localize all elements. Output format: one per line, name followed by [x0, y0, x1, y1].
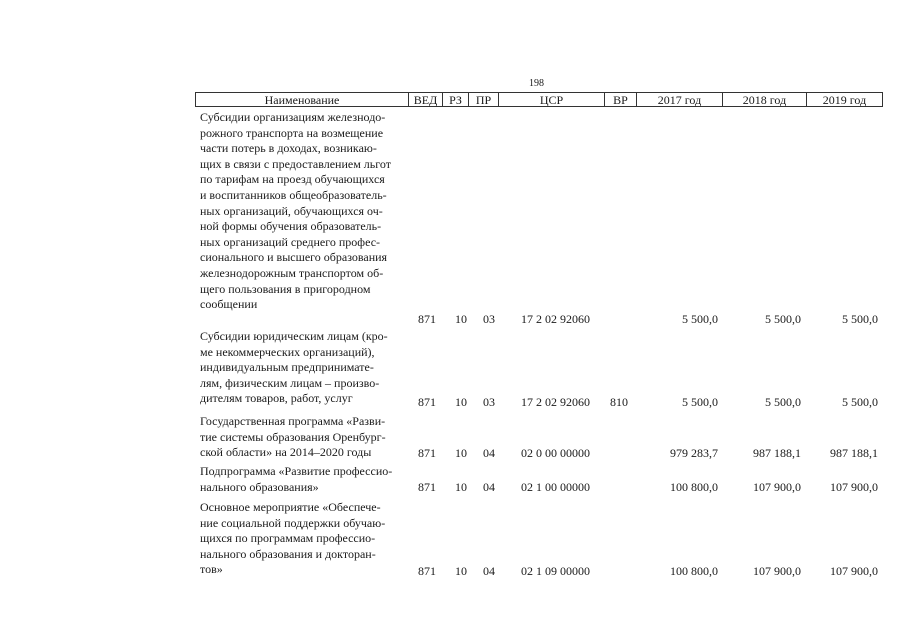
table-row: [0, 500, 905, 582]
row-name: Государственная программа «Разви- тие системы образования Оренбург- ской области» на 2014–2020 годы: [200, 414, 386, 460]
header-rz: РЗ: [442, 93, 468, 106]
header-csr: ЦСР: [498, 93, 604, 106]
cell-rz: 10: [455, 446, 467, 460]
cell-2019: 107 900,0: [830, 480, 878, 494]
row-name: Подпрограмма «Развитие профессио- нального образования»: [200, 464, 393, 494]
header-pr: ПР: [468, 93, 498, 106]
table-row: [0, 329, 905, 411]
table-header: [195, 92, 883, 107]
cell-2018: 107 900,0: [753, 480, 801, 494]
cell-2017: 100 800,0: [670, 480, 718, 494]
cell-pr: 03: [483, 395, 495, 409]
cell-ved: 871: [418, 312, 436, 326]
table-row: [0, 414, 905, 462]
cell-pr: 04: [483, 564, 495, 578]
cell-rz: 10: [455, 564, 467, 578]
cell-2017: 5 500,0: [682, 312, 718, 326]
cell-ved: 871: [418, 395, 436, 409]
row-name: Субсидии организациям железнодо- рожного транспорта на возмещение части потерь в доходах, возникаю- щих в связи с предоставлением льгот по тарифам на проезд обучающихся и воспитанников общеобразователь- ных организаций, обучающихся оч- ной формы обучения образователь- ных организаций среднего профес- сионального и высшего образования железнодорожным транспортом об- щего пользования в пригородном сообщении: [200, 110, 391, 312]
cell-2019: 5 500,0: [842, 395, 878, 409]
cell-csr: 02 1 09 00000: [521, 564, 590, 578]
header-vr: ВР: [604, 93, 636, 106]
table-row: [0, 110, 905, 328]
cell-csr: 02 1 00 00000: [521, 480, 590, 494]
table-row: [0, 464, 905, 496]
cell-rz: 10: [455, 395, 467, 409]
cell-2018: 107 900,0: [753, 564, 801, 578]
cell-2018: 5 500,0: [765, 312, 801, 326]
cell-2019: 107 900,0: [830, 564, 878, 578]
header-ved: ВЕД: [408, 93, 442, 106]
cell-csr: 17 2 02 92060: [521, 395, 590, 409]
cell-pr: 04: [483, 446, 495, 460]
cell-csr: 17 2 02 92060: [521, 312, 590, 326]
cell-2017: 100 800,0: [670, 564, 718, 578]
header-2018: 2018 год: [722, 93, 806, 106]
header-name: Наименование: [264, 93, 340, 107]
row-name: Субсидии юридическим лицам (кро- ме некоммерческих организаций), индивидуальным предпринимате- лям, физическим лицам – произво- дителям товаров, работ, услуг: [200, 329, 388, 406]
header-2019: 2019 год: [806, 93, 882, 106]
cell-2018: 5 500,0: [765, 395, 801, 409]
cell-pr: 03: [483, 312, 495, 326]
cell-vr: 810: [610, 395, 628, 409]
page-number: 198: [529, 78, 544, 89]
row-name: Основное мероприятие «Обеспече- ние социальной поддержки обучаю- щихся по программам профессио- нального образования и докторан- тов»: [200, 500, 386, 577]
cell-2018: 987 188,1: [753, 446, 801, 460]
cell-csr: 02 0 00 00000: [521, 446, 590, 460]
cell-2019: 5 500,0: [842, 312, 878, 326]
cell-ved: 871: [418, 446, 436, 460]
cell-2017: 5 500,0: [682, 395, 718, 409]
cell-2017: 979 283,7: [670, 446, 718, 460]
cell-2019: 987 188,1: [830, 446, 878, 460]
cell-pr: 04: [483, 480, 495, 494]
cell-rz: 10: [455, 312, 467, 326]
cell-ved: 871: [418, 480, 436, 494]
cell-ved: 871: [418, 564, 436, 578]
cell-rz: 10: [455, 480, 467, 494]
header-2017: 2017 год: [636, 93, 722, 106]
